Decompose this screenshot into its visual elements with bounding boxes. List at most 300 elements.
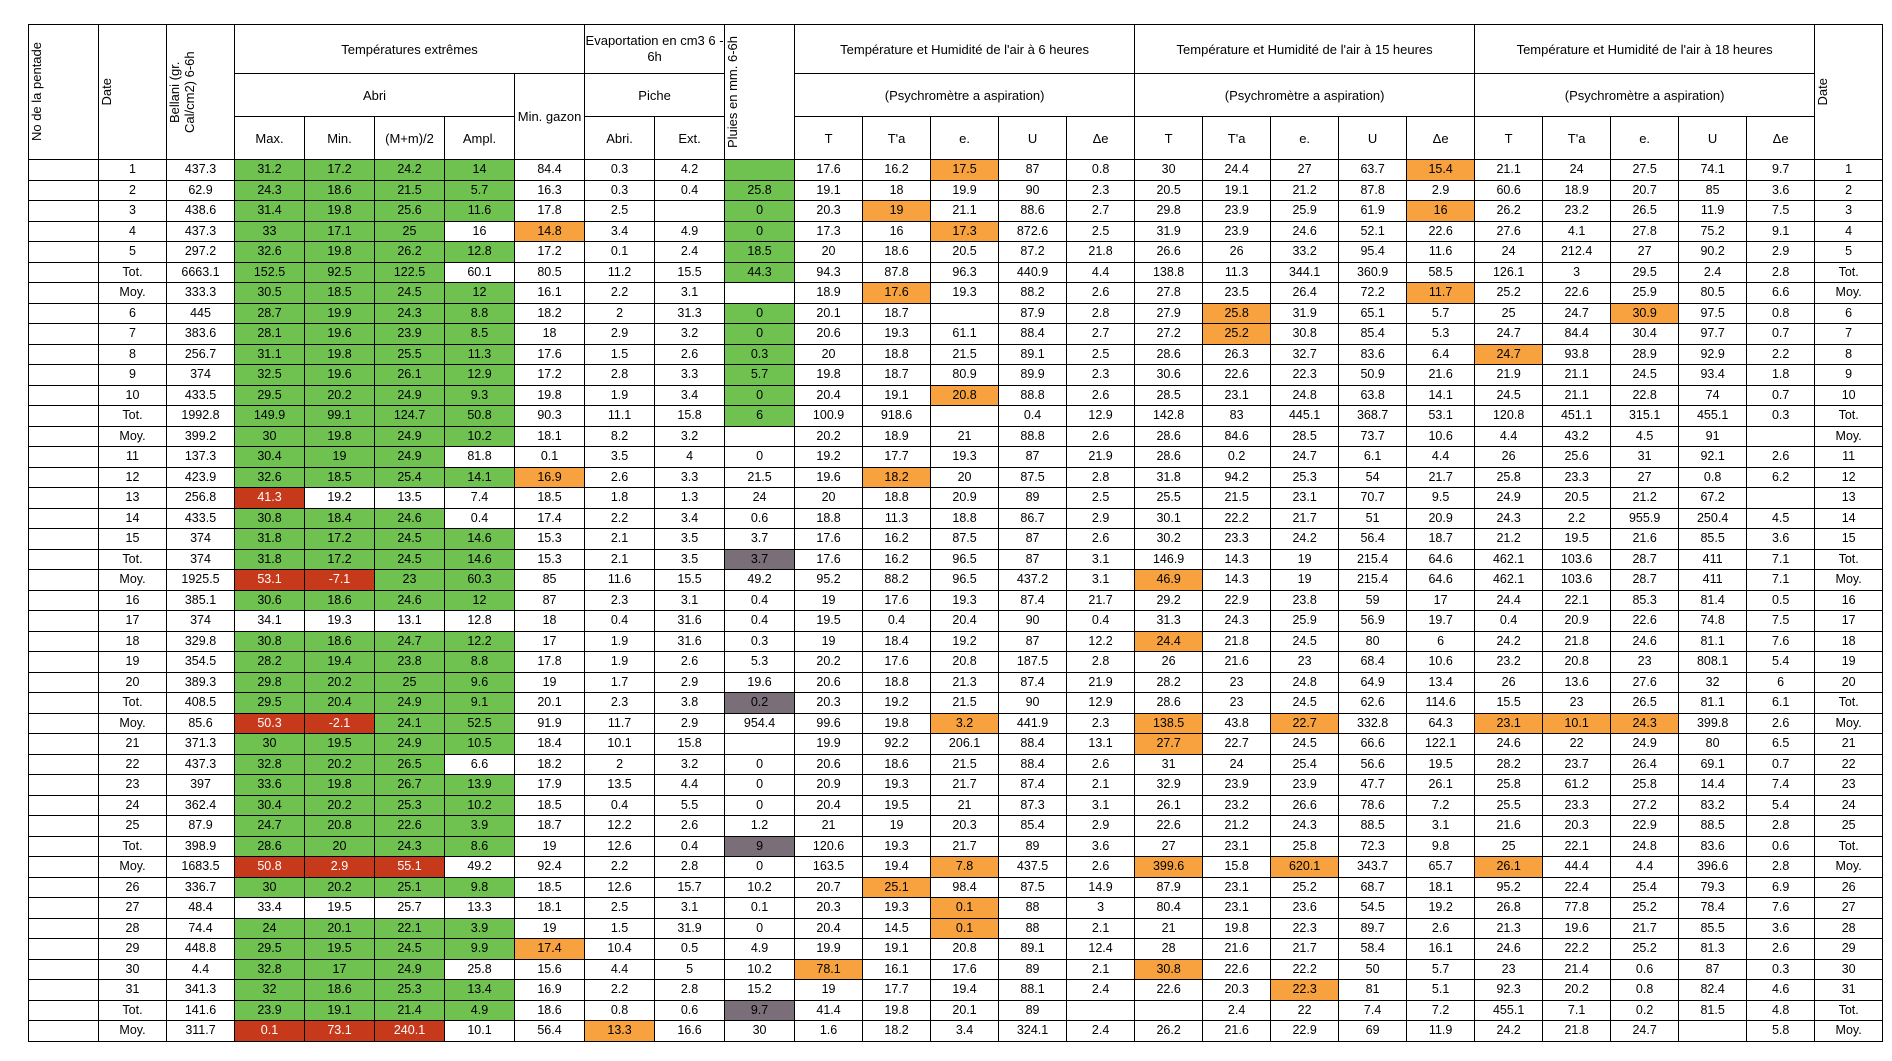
date-cell: 1 <box>99 160 167 181</box>
table-cell: 2.6 <box>585 467 655 488</box>
table-cell: 11.6 <box>445 201 515 222</box>
table-cell: 22.3 <box>1271 918 1339 939</box>
table-cell: 23.1 <box>1271 488 1339 509</box>
table-cell: 21.2 <box>1611 488 1679 509</box>
table-cell: 24.6 <box>1475 734 1543 755</box>
table-cell: 19.6 <box>725 672 795 693</box>
table-cell: 17.6 <box>795 160 863 181</box>
table-cell: 80 <box>1679 734 1747 755</box>
table-cell: 51 <box>1339 508 1407 529</box>
table-cell: 23.1 <box>1203 877 1271 898</box>
table-cell: 24.3 <box>1611 713 1679 734</box>
table-cell: 23 <box>1203 693 1271 714</box>
table-cell: 11.6 <box>1407 242 1475 263</box>
table-cell: 22 <box>1543 734 1611 755</box>
table-cell: 20.3 <box>1203 980 1271 1001</box>
de-6h-header: Δe <box>1067 117 1135 160</box>
table-cell: 0.8 <box>1611 980 1679 1001</box>
table-cell: 27 <box>1271 160 1339 181</box>
table-cell: 1 <box>1815 160 1883 181</box>
table-cell: 22.6 <box>1407 221 1475 242</box>
table-cell: 18.1 <box>515 426 585 447</box>
table-cell: 28.2 <box>1475 754 1543 775</box>
table-cell: 25.2 <box>1611 898 1679 919</box>
table-cell: 27.5 <box>1611 160 1679 181</box>
table-row <box>29 795 1883 816</box>
table-cell: 27.6 <box>1611 672 1679 693</box>
table-cell: 75.2 <box>1679 221 1747 242</box>
table-cell: 11.3 <box>445 344 515 365</box>
group-6h-header: Température et Humidité de l'air à 6 heures <box>795 25 1135 74</box>
table-cell: 87 <box>515 590 585 611</box>
table-cell: 0.3 <box>725 631 795 652</box>
date-cell: 17 <box>99 611 167 632</box>
table-cell: 17 <box>515 631 585 652</box>
table-cell: 21.6 <box>1203 939 1271 960</box>
table-cell: 21.9 <box>1067 447 1135 468</box>
date-cell: Tot. <box>99 693 167 714</box>
date-cell: Moy. <box>99 713 167 734</box>
table-cell: 83 <box>1203 406 1271 427</box>
table-cell: 13.3 <box>445 898 515 919</box>
table-cell: 24 <box>235 918 305 939</box>
table-cell: 0.8 <box>1067 160 1135 181</box>
table-cell: 31.9 <box>655 918 725 939</box>
table-cell: 19.5 <box>1407 754 1475 775</box>
table-cell: 21 <box>1135 918 1203 939</box>
table-cell: 21.8 <box>1203 631 1271 652</box>
table-cell: 43.2 <box>1543 426 1611 447</box>
table-cell: 92.5 <box>305 262 375 283</box>
table-cell: 54 <box>1339 467 1407 488</box>
table-cell: 85.5 <box>1679 529 1747 550</box>
table-cell: 99.1 <box>305 406 375 427</box>
table-cell: 16 <box>1407 201 1475 222</box>
table-cell: 18 <box>863 180 931 201</box>
table-cell: 9.8 <box>445 877 515 898</box>
date-cell: Moy. <box>99 570 167 591</box>
table-cell: 17.6 <box>863 283 931 304</box>
table-row <box>29 508 1883 529</box>
table-cell: 24.8 <box>1271 385 1339 406</box>
ta-18h-header: T'a <box>1543 117 1611 160</box>
date-cell: 11 <box>99 447 167 468</box>
table-cell: 11.7 <box>1407 283 1475 304</box>
table-cell: Tot. <box>1815 549 1883 570</box>
table-cell: 24.7 <box>1611 1021 1679 1042</box>
table-cell: 17.3 <box>931 221 999 242</box>
table-cell: 27.9 <box>1135 303 1203 324</box>
table-cell: 13 <box>1815 488 1883 509</box>
table-cell: 0 <box>725 918 795 939</box>
table-cell: Moy. <box>1815 570 1883 591</box>
table-row <box>29 529 1883 550</box>
pentade-cell <box>29 529 99 550</box>
table-cell: 64.9 <box>1339 672 1407 693</box>
table-cell: 87.9 <box>1135 877 1203 898</box>
table-cell: 3.6 <box>1747 180 1815 201</box>
table-cell: 21.6 <box>1203 1021 1271 1042</box>
table-cell: 462.1 <box>1475 570 1543 591</box>
table-cell: 26.5 <box>1611 201 1679 222</box>
table-cell: 0.1 <box>585 242 655 263</box>
table-cell: 24.7 <box>375 631 445 652</box>
table-cell: 30.1 <box>1135 508 1203 529</box>
table-cell: 2.2 <box>585 283 655 304</box>
table-cell: 2.2 <box>585 857 655 878</box>
table-cell: 1.3 <box>655 488 725 509</box>
table-cell: 383.6 <box>167 324 235 345</box>
table-cell: 4.1 <box>1543 221 1611 242</box>
table-cell: 31 <box>1611 447 1679 468</box>
table-cell: 23.9 <box>1203 775 1271 796</box>
table-cell: 19 <box>795 980 863 1001</box>
table-cell: 2.7 <box>1067 201 1135 222</box>
table-cell: 0.4 <box>999 406 1067 427</box>
table-cell: 26.5 <box>1611 693 1679 714</box>
table-cell: 24.3 <box>1203 611 1271 632</box>
table-cell: 3.3 <box>655 467 725 488</box>
table-cell: 872.6 <box>999 221 1067 242</box>
table-cell: 297.2 <box>167 242 235 263</box>
table-cell: 15.5 <box>655 570 725 591</box>
table-cell: 10.2 <box>725 959 795 980</box>
table-cell: 80.9 <box>931 365 999 386</box>
table-cell: 18.8 <box>931 508 999 529</box>
table-cell: 0.3 <box>1747 406 1815 427</box>
table-cell: 955.9 <box>1611 508 1679 529</box>
table-cell: 2.2 <box>1543 508 1611 529</box>
table-cell: 24.6 <box>1475 939 1543 960</box>
table-cell: 87.9 <box>167 816 235 837</box>
table-cell: 15.2 <box>725 980 795 1001</box>
table-cell: 29.2 <box>1135 590 1203 611</box>
table-cell: 0.4 <box>863 611 931 632</box>
table-cell: 23 <box>375 570 445 591</box>
date-right-header: Date <box>1815 25 1883 160</box>
table-cell: 89.1 <box>999 344 1067 365</box>
table-cell: 21.5 <box>931 344 999 365</box>
table-cell: 20 <box>305 836 375 857</box>
table-cell: 17.6 <box>795 529 863 550</box>
table-cell: 0.4 <box>585 611 655 632</box>
table-cell: 27 <box>1135 836 1203 857</box>
table-cell: 7.2 <box>1407 1000 1475 1021</box>
table-cell: 3.9 <box>445 816 515 837</box>
table-cell: 7.5 <box>1747 201 1815 222</box>
table-cell: 3.9 <box>445 918 515 939</box>
table-cell: 2.6 <box>1067 857 1135 878</box>
table-cell: 10 <box>1815 385 1883 406</box>
table-cell: 87 <box>999 549 1067 570</box>
table-cell: 23 <box>1611 652 1679 673</box>
table-cell: 2.6 <box>1067 754 1135 775</box>
table-cell: 54.5 <box>1339 898 1407 919</box>
table-cell: 15 <box>1815 529 1883 550</box>
table-row <box>29 918 1883 939</box>
table-cell: 11.9 <box>1679 201 1747 222</box>
table-cell: 24.9 <box>1475 488 1543 509</box>
date-cell: 15 <box>99 529 167 550</box>
table-cell: 18.6 <box>863 242 931 263</box>
table-cell: 4 <box>655 447 725 468</box>
table-row <box>29 365 1883 386</box>
table-cell <box>1067 1000 1135 1021</box>
table-cell: 85 <box>515 570 585 591</box>
table-cell: 18.1 <box>1407 877 1475 898</box>
table-row <box>29 406 1883 427</box>
table-cell: 368.7 <box>1339 406 1407 427</box>
table-cell: 27 <box>1611 242 1679 263</box>
table-cell: 22.8 <box>1611 385 1679 406</box>
table-cell: 28.6 <box>1135 426 1203 447</box>
table-cell: 8.8 <box>445 652 515 673</box>
table-cell: 25 <box>1815 816 1883 837</box>
table-cell: 19.5 <box>863 795 931 816</box>
table-cell: 31.4 <box>235 201 305 222</box>
table-cell: 24.7 <box>1475 324 1543 345</box>
table-row <box>29 898 1883 919</box>
table-cell: 31.3 <box>1135 611 1203 632</box>
table-cell: 30.8 <box>1271 324 1339 345</box>
table-cell: 28.1 <box>235 324 305 345</box>
pentade-cell <box>29 898 99 919</box>
table-cell: 19.8 <box>305 426 375 447</box>
table-cell: 3.6 <box>1747 529 1815 550</box>
e-6h-header: e. <box>931 117 999 160</box>
table-cell: 64.6 <box>1407 570 1475 591</box>
date-cell: Tot. <box>99 549 167 570</box>
table-cell: 85.6 <box>167 713 235 734</box>
table-cell: 433.5 <box>167 508 235 529</box>
table-cell: 6.2 <box>1747 467 1815 488</box>
table-cell: 212.4 <box>1543 242 1611 263</box>
table-cell: 9.6 <box>445 672 515 693</box>
table-cell: 22.2 <box>1543 939 1611 960</box>
table-row <box>29 857 1883 878</box>
table-cell: 9.9 <box>445 939 515 960</box>
table-cell: 5.7 <box>725 365 795 386</box>
table-cell: 19.4 <box>931 980 999 1001</box>
table-cell: 14.9 <box>1067 877 1135 898</box>
table-cell: 1992.8 <box>167 406 235 427</box>
table-cell: 27 <box>1611 467 1679 488</box>
table-cell: 19 <box>305 447 375 468</box>
table-cell: 3.3 <box>655 365 725 386</box>
table-cell: 24.3 <box>1271 816 1339 837</box>
table-cell: 18.7 <box>863 303 931 324</box>
table-cell: 445.1 <box>1271 406 1339 427</box>
pentade-cell <box>29 590 99 611</box>
table-cell: 18.9 <box>1543 180 1611 201</box>
table-cell: 92.2 <box>863 734 931 755</box>
table-cell: 25 <box>375 672 445 693</box>
table-cell: 18.9 <box>795 283 863 304</box>
table-cell: 41.4 <box>795 1000 863 1021</box>
table-cell: 77.8 <box>1543 898 1611 919</box>
table-cell: 2.3 <box>1067 180 1135 201</box>
table-cell: 808.1 <box>1679 652 1747 673</box>
table-cell: 2.5 <box>1067 221 1135 242</box>
table-cell: 88 <box>999 918 1067 939</box>
u-18h-header: U <box>1679 117 1747 160</box>
table-cell: 6.9 <box>1747 877 1815 898</box>
table-cell: 396.6 <box>1679 857 1747 878</box>
table-cell: 8.8 <box>445 303 515 324</box>
table-cell: 7.4 <box>1339 1000 1407 1021</box>
pentade-cell <box>29 980 99 1001</box>
table-cell: 18.5 <box>305 467 375 488</box>
table-cell: 61.2 <box>1543 775 1611 796</box>
table-cell: 17.3 <box>795 221 863 242</box>
table-cell: 25.8 <box>725 180 795 201</box>
table-cell: 4.4 <box>167 959 235 980</box>
date-cell: Moy. <box>99 283 167 304</box>
table-cell: 120.8 <box>1475 406 1543 427</box>
table-cell: 0.6 <box>655 1000 725 1021</box>
table-cell: 23 <box>1203 672 1271 693</box>
pentade-cell <box>29 631 99 652</box>
table-cell: 19.1 <box>305 1000 375 1021</box>
date-cell: 20 <box>99 672 167 693</box>
table-cell: 25.8 <box>1475 467 1543 488</box>
table-cell: 32.5 <box>235 365 305 386</box>
table-cell: 21.7 <box>931 775 999 796</box>
table-cell: 21.2 <box>1271 180 1339 201</box>
table-cell: 20 <box>795 488 863 509</box>
table-cell: 73.1 <box>305 1021 375 1042</box>
table-cell: 19.8 <box>863 1000 931 1021</box>
table-cell: 0.4 <box>1475 611 1543 632</box>
table-cell: 25.9 <box>1271 201 1339 222</box>
table-row <box>29 385 1883 406</box>
table-cell: 2.5 <box>1067 488 1135 509</box>
table-cell: 50 <box>1339 959 1407 980</box>
table-cell: 9 <box>1815 365 1883 386</box>
table-row <box>29 570 1883 591</box>
table-cell: 68.4 <box>1339 652 1407 673</box>
table-cell: 2.6 <box>1747 939 1815 960</box>
table-cell: 455.1 <box>1475 1000 1543 1021</box>
table-cell: 23.8 <box>375 652 445 673</box>
table-cell: 0.4 <box>655 836 725 857</box>
table-cell: 23.3 <box>1543 795 1611 816</box>
table-cell: 20.7 <box>1611 180 1679 201</box>
table-cell: 82.4 <box>1679 980 1747 1001</box>
table-cell: 5.1 <box>1407 980 1475 1001</box>
table-cell: 5.7 <box>1407 303 1475 324</box>
table-cell: 6.6 <box>445 754 515 775</box>
table-cell: 25.4 <box>1611 877 1679 898</box>
table-cell: 22.7 <box>1203 734 1271 755</box>
min-gazon-header: Min. gazon <box>515 74 585 160</box>
table-cell: 19 <box>863 201 931 222</box>
table-cell: 26 <box>1815 877 1883 898</box>
table-cell: 18.1 <box>515 898 585 919</box>
table-cell: 84.4 <box>515 160 585 181</box>
table-cell: 60.3 <box>445 570 515 591</box>
table-cell: 21.5 <box>725 467 795 488</box>
table-cell: 28.7 <box>1611 549 1679 570</box>
table-cell: 90.2 <box>1679 242 1747 263</box>
table-cell: 12.8 <box>445 242 515 263</box>
table-cell: 3.5 <box>585 447 655 468</box>
table-cell: 83.6 <box>1339 344 1407 365</box>
table-cell: 19 <box>515 672 585 693</box>
table-cell: 72.2 <box>1339 283 1407 304</box>
table-cell: 19.3 <box>863 324 931 345</box>
table-cell: 19.3 <box>863 836 931 857</box>
table-cell: 28.6 <box>1135 447 1203 468</box>
table-cell: 21.3 <box>931 672 999 693</box>
table-cell: 89 <box>999 836 1067 857</box>
table-cell: 21.5 <box>931 693 999 714</box>
table-cell: 240.1 <box>375 1021 445 1042</box>
table-cell: 29.5 <box>235 693 305 714</box>
psychro-15h-header: (Psychromètre a aspiration) <box>1135 74 1475 117</box>
table-cell: 19.6 <box>305 324 375 345</box>
table-cell: 3.1 <box>1067 570 1135 591</box>
table-cell: 5.3 <box>725 652 795 673</box>
table-cell: 31.9 <box>1271 303 1339 324</box>
table-cell: 12.2 <box>445 631 515 652</box>
table-cell: 30 <box>235 426 305 447</box>
table-cell: 13.5 <box>585 775 655 796</box>
table-cell: 28.6 <box>1135 693 1203 714</box>
table-cell: 23.9 <box>1271 775 1339 796</box>
table-cell: 1.5 <box>585 918 655 939</box>
table-cell: 10.1 <box>585 734 655 755</box>
table-cell: 17 <box>1407 590 1475 611</box>
table-cell: 0 <box>725 775 795 796</box>
table-cell: 24.3 <box>375 303 445 324</box>
table-cell: 7.6 <box>1747 631 1815 652</box>
table-cell: 11.7 <box>585 713 655 734</box>
table-cell: 16.1 <box>863 959 931 980</box>
pentade-cell <box>29 939 99 960</box>
table-cell: 25.8 <box>445 959 515 980</box>
table-cell: 437.3 <box>167 160 235 181</box>
table-cell: 0.7 <box>1747 324 1815 345</box>
table-cell: 0 <box>725 324 795 345</box>
table-cell: 85.4 <box>999 816 1067 837</box>
table-cell: 163.5 <box>795 857 863 878</box>
table-cell: 26.5 <box>375 754 445 775</box>
table-cell: 90 <box>999 693 1067 714</box>
table-cell: 343.7 <box>1339 857 1407 878</box>
table-cell: 25.1 <box>863 877 931 898</box>
table-cell: 0.8 <box>585 1000 655 1021</box>
table-cell: 0.6 <box>1611 959 1679 980</box>
table-cell: 5.7 <box>1407 959 1475 980</box>
table-cell: 59 <box>1339 590 1407 611</box>
pentade-cell <box>29 283 99 304</box>
table-cell: 3.1 <box>1067 795 1135 816</box>
table-cell: 0.7 <box>1747 754 1815 775</box>
table-cell: 10.5 <box>445 734 515 755</box>
table-cell: 50.9 <box>1339 365 1407 386</box>
table-cell: 2.6 <box>1067 426 1135 447</box>
table-row <box>29 221 1883 242</box>
pentade-cell <box>29 221 99 242</box>
table-cell: 24.5 <box>1475 385 1543 406</box>
date-cell: 25 <box>99 816 167 837</box>
table-cell: 24.7 <box>235 816 305 837</box>
table-row <box>29 816 1883 837</box>
table-cell: 25 <box>1475 836 1543 857</box>
table-cell: 19 <box>795 590 863 611</box>
date-header: Date <box>99 25 167 160</box>
